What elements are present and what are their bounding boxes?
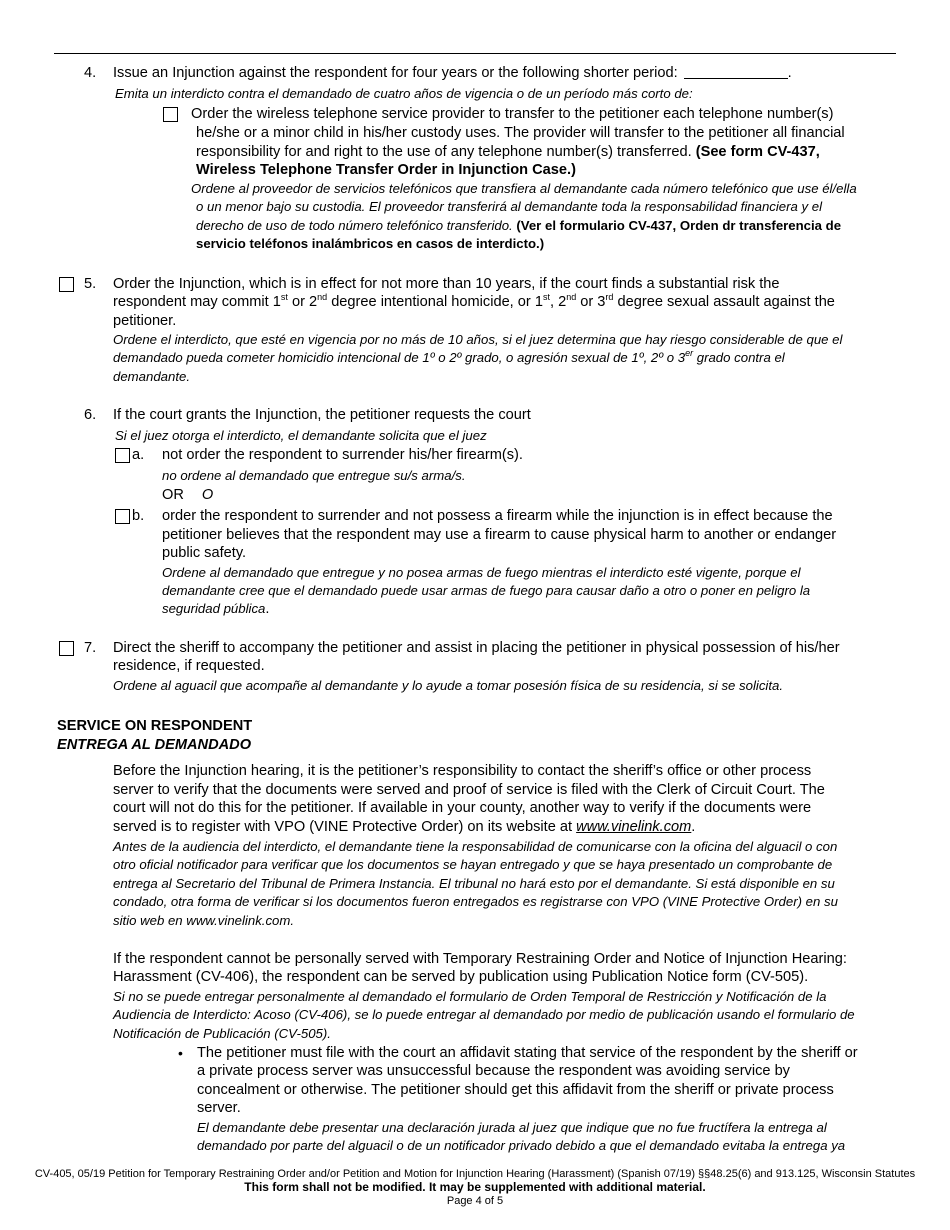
- vinelink-link[interactable]: www.vinelink.com: [576, 819, 692, 835]
- item-5-es3: demandante.: [113, 369, 190, 384]
- service-p2-es2: Audiencia de Interdicto: Acoso (CV-406), se lo puede entregar al demandado por medio de publicación usando el formulario de: [113, 1007, 855, 1022]
- item-6b-line1: order the respondent to surrender and not possess a firearm while the injunction is in effect because the: [162, 508, 833, 524]
- service-p1-line3: court will not do this for the petitioner. If available in your county, another way to verify if the documents were: [113, 800, 812, 816]
- wireless-es4: servicio teléfonos inalámbricos en casos de interdicto.): [196, 236, 545, 251]
- service-p2-line2: Harassment (CV-406), the respondent can be served by publication using Publication Notice form (CV-505).: [113, 969, 809, 985]
- item-4-text: Issue an Injunction against the respondent for four years or the following shorter period: .: [113, 65, 792, 81]
- wireless-line4: Wireless Telephone Transfer Order in Injunction Case.): [196, 162, 576, 178]
- service-p1-es4: condado, otra forma de verificar si los documentos fueron entregados es registrarse con VPO (VINE Protective Order) en su: [113, 894, 838, 909]
- wireless-es1: Ordene al proveedor de servicios telefónicos que transfiera al demandante cada número telefónico que use él/ella: [191, 181, 857, 196]
- item-6b-es2: demandante cree que el demandado puede usar armas de fuego para causar daño a otro o poner en peligro la: [162, 583, 811, 598]
- bullet-line4: server.: [197, 1100, 241, 1116]
- wireless-es2: o un menor bajo su custodia. El proveedor transferirá al demandante toda la responsabilidad financiera y el: [196, 199, 823, 214]
- service-p1-line4: served is to register with VPO (VINE Protective Order) on its website at www.vinelink.com.: [113, 819, 696, 835]
- wireless-line2: he/she or a minor child in his/her custody uses. The provider will transfer to the petitioner all financial: [196, 125, 845, 141]
- item-7-es: Ordene al aguacil que acompañe al demandante y lo ayude a tomar posesión física de su residencia, si se solicita.: [113, 678, 784, 693]
- item-5-line3: petitioner.: [113, 313, 177, 329]
- footer-notice: This form shall not be modified. It may be supplemented with additional material.: [244, 1180, 706, 1194]
- item-5-checkbox[interactable]: [59, 277, 74, 292]
- item-6b-checkbox[interactable]: [115, 509, 130, 524]
- service-p1-es3: entrega al Secretario del Tribunal de Primera Instancia. El tribunal no hará esto por el demandante. Si está disponible en su: [113, 876, 835, 891]
- wireless-transfer-checkbox[interactable]: [163, 107, 178, 122]
- or-separator: OR O: [162, 487, 214, 503]
- service-heading-es: ENTREGA AL DEMANDADO: [57, 737, 252, 753]
- item-5-es1: Ordene el interdicto, que esté en vigencia por no más de 10 años, si el juez determina que hay riesgo considerable de que el: [113, 332, 843, 347]
- item-7-line2: residence, if requested.: [113, 658, 265, 674]
- wireless-line3: responsibility for and right to the use of any telephone number(s) transferred. (See form CV-437,: [196, 144, 820, 160]
- item-6a-es: no ordene al demandado que entregue su/s arma/s.: [162, 468, 466, 483]
- item-7-line1: Direct the sheriff to accompany the petitioner and assist in placing the petitioner in physical possession of his/her: [113, 640, 840, 656]
- service-p1-es1: Antes de la audiencia del interdicto, el demandante tiene la responsabilidad de comunicarse con la oficina del alguacil o con: [113, 839, 838, 854]
- item-4-text-es: Emita un interdicto contra el demandado de cuatro años de vigencia o de un período más corto de:: [115, 86, 693, 101]
- item-6b-es3: seguridad pública.: [162, 601, 270, 617]
- bullet-line1: The petitioner must file with the court an affidavit stating that service of the respondent by the sheriff or: [197, 1045, 858, 1061]
- service-heading: SERVICE ON RESPONDENT: [57, 718, 253, 734]
- item-6-number: 6.: [84, 407, 97, 423]
- item-4-number: 4.: [84, 65, 97, 81]
- bullet-line3: concealment or otherwise. The petitioner should get this affidavit from the sheriff or private process: [197, 1082, 834, 1098]
- bullet-marker: •: [178, 1045, 183, 1061]
- bullet-es2: demandado por parte del alguacil o de un notificador privado debido a que el demandado evitaba la entrega ya: [197, 1138, 846, 1153]
- service-p2-line1: If the respondent cannot be personally served with Temporary Restraining Order and Notice of Injunction Hearing:: [113, 951, 847, 967]
- footer-form-id: CV-405, 05/19 Petition for Temporary Restraining Order and/or Petition and Motion for Injunction Hearing (Harassment) (Spanish 07/19) §§48.25(6) and 913.125, Wisconsin Statutes: [34, 1168, 916, 1180]
- item-6a-label: a.: [132, 447, 145, 463]
- service-p1-es2: otro oficial notificador para verificar que los documentos se hayan entregado y que se haya presentado un comprobante de: [113, 857, 833, 872]
- item-6b-line2: petitioner believes that the respondent may use a firearm to cause physical harm to another or endanger: [162, 527, 837, 543]
- item-7-checkbox[interactable]: [59, 641, 74, 656]
- service-p1-es5: sitio web en www.vinelink.com.: [113, 913, 295, 928]
- item-6-text: If the court grants the Injunction, the petitioner requests the court: [113, 407, 531, 423]
- item-6a-text: not order the respondent to surrender his/her firearm(s).: [162, 447, 523, 463]
- wireless-es3: derecho de uso de todo número telefónico transferido. (Ver el formulario CV-437, Orden dr transferencia de: [196, 218, 842, 233]
- service-p2-es3: Notificación de Publicación (CV-505).: [113, 1026, 331, 1041]
- item-6-text-es: Si el juez otorga el interdicto, el demandante solicita que el juez: [115, 428, 487, 443]
- period-blank[interactable]: [684, 64, 788, 79]
- item-5-line2: respondent may commit 1st or 2nd degree intentional homicide, or 1st, 2nd or 3rd degree sexual assault against the: [113, 292, 835, 310]
- item-5-number: 5.: [84, 276, 97, 292]
- service-p2-es1: Si no se puede entregar personalmente al demandado el formulario de Orden Temporal de Restricción y Notificación de la: [113, 989, 827, 1004]
- footer-page-number: Page 4 of 5: [446, 1195, 504, 1207]
- bullet-es1: El demandante debe presentar una declaración jurada al juez que indique que no fue fructífera la entrega al: [197, 1120, 827, 1135]
- item-6b-line3: public safety.: [162, 545, 247, 561]
- item-6a-checkbox[interactable]: [115, 448, 130, 463]
- item-7-number: 7.: [84, 640, 97, 656]
- bullet-line2: a private process server was unsuccessful because the respondent was avoiding service by: [197, 1063, 790, 1079]
- item-5-line1: Order the Injunction, which is in effect for not more than 10 years, if the court finds a substantial risk the: [113, 276, 780, 292]
- item-6b-label: b.: [132, 508, 145, 524]
- top-rule: [54, 53, 896, 54]
- service-p1-line2: server to verify that the documents were served and proof of service is filed with the Clerk of Circuit Court. The: [113, 782, 825, 798]
- item-6b-es1: Ordene al demandado que entregue y no posea armas de fuego mientras el interdicto esté vigente, porque el: [162, 565, 801, 580]
- service-p1-line1: Before the Injunction hearing, it is the petitioner’s responsibility to contact the sheriff’s office or other process: [113, 763, 812, 779]
- item-5-es2: demandado pueda cometer homicidio intencional de 1º o 2º grado, o agresión sexual de 1º, 2º o 3er grado contra el: [113, 348, 785, 365]
- wireless-line1: Order the wireless telephone service provider to transfer to the petitioner each telephone number(s): [191, 106, 834, 122]
